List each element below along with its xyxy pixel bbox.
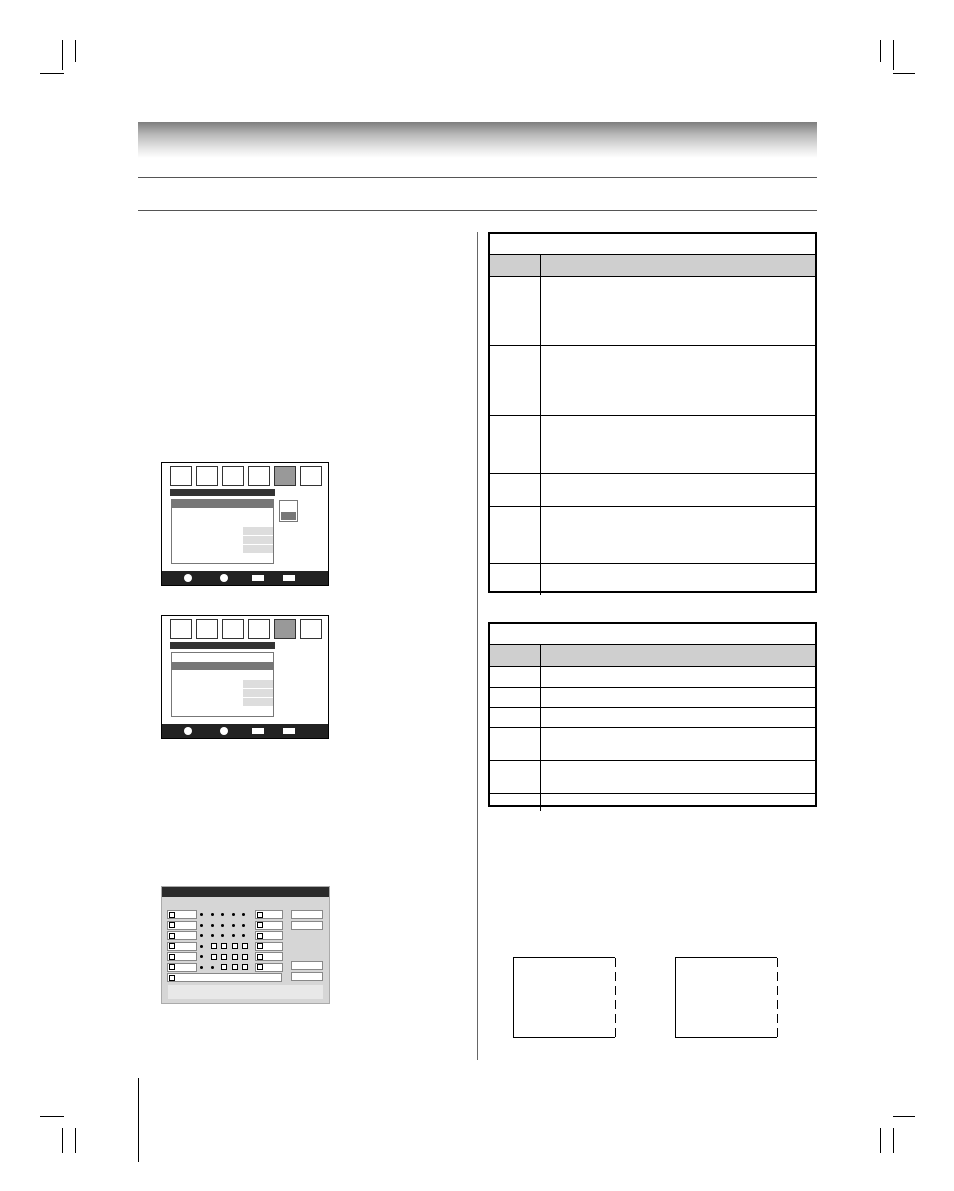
table-caption (490, 234, 815, 255)
navigate-icon (220, 727, 228, 735)
tv-menu-screenshot-1 (161, 462, 329, 586)
table-row (490, 277, 815, 346)
grid-dot (211, 913, 214, 916)
menu-button-icon (184, 574, 192, 582)
menu-row (172, 653, 273, 662)
grid-dot (200, 924, 203, 927)
table-row (490, 474, 815, 507)
rating-grid-screenshot (161, 886, 330, 1004)
table-row (490, 416, 815, 474)
grid-checkbox (221, 964, 227, 970)
grid-checkbox (257, 943, 263, 949)
grid-dot (200, 966, 203, 969)
grid-row-label (167, 973, 282, 982)
menu-row (172, 554, 273, 563)
grid-dot (242, 934, 245, 937)
grid-checkbox (169, 975, 175, 981)
grid-dot (200, 934, 203, 937)
grid-dot (200, 945, 203, 948)
grid-checkbox (242, 964, 248, 970)
grid-checkbox (211, 943, 217, 949)
grid-checkbox (257, 954, 263, 960)
crop-mark-tl-v1 (62, 40, 63, 70)
column-divider (477, 232, 478, 1060)
lock-icon (274, 619, 296, 639)
menu-row (172, 518, 273, 527)
menu-list (171, 499, 274, 564)
grid-side-field (291, 972, 323, 981)
table-row (490, 708, 815, 728)
crop-mark-bl-v2 (75, 1128, 76, 1153)
exit-button-icon (283, 575, 295, 581)
screen-icon (196, 466, 218, 486)
menu-row (172, 662, 273, 671)
grid-checkbox (221, 943, 227, 949)
grid-checkbox (211, 954, 217, 960)
grid-dot (221, 924, 224, 927)
grid-status-bar (168, 985, 323, 999)
table-header-row (490, 645, 815, 667)
picture-icon (170, 619, 192, 639)
menu-footer-bar (162, 724, 328, 738)
table-row (490, 794, 815, 811)
grid-dot (221, 913, 224, 916)
grid-dot (221, 934, 224, 937)
grid-checkbox (232, 943, 238, 949)
submenu-box (279, 500, 298, 522)
crop-mark-bl-v1 (62, 1128, 63, 1153)
grid-dot (242, 924, 245, 927)
grid-checkbox (232, 964, 238, 970)
menu-footer-bar (162, 571, 328, 585)
table-row (490, 564, 815, 595)
header-rule-2 (138, 210, 817, 211)
grid-checkbox (169, 954, 175, 960)
menu-title-bar (170, 489, 275, 496)
grid-checkbox (169, 922, 175, 928)
grid-checkbox (232, 954, 238, 960)
page-edge-bar (138, 1078, 139, 1162)
tv-menu-screenshot-2 (161, 615, 329, 739)
grid-side-field (291, 961, 323, 970)
grid-dot (200, 955, 203, 958)
grid-checkbox (257, 912, 263, 918)
menu-row (172, 536, 273, 545)
enter-button-icon (252, 575, 264, 581)
menu-list (171, 652, 274, 717)
menu-row (172, 698, 273, 707)
grid-title-bar (162, 887, 329, 897)
crop-mark-tr-v1 (880, 40, 881, 62)
table-caption (490, 624, 815, 645)
header-rule-1 (138, 177, 817, 178)
crop-mark-br-h (893, 1116, 915, 1117)
grid-checkbox (242, 954, 248, 960)
menu-row (172, 680, 273, 689)
table-row (490, 346, 815, 416)
menu-row (172, 671, 273, 680)
grid-dot (232, 924, 235, 927)
menu-row (172, 509, 273, 518)
music-note-icon (222, 619, 244, 639)
crop-mark-br-v2 (893, 1128, 894, 1153)
exit-button-icon (283, 728, 295, 734)
grid-dot (211, 934, 214, 937)
grid-checkbox (221, 954, 227, 960)
screen-illustration-1 (513, 957, 615, 1038)
grid-dot (242, 913, 245, 916)
grid-dot (200, 913, 203, 916)
grid-dot (232, 913, 235, 916)
table-row (490, 667, 815, 688)
grid-checkbox (257, 964, 263, 970)
grid-checkbox (242, 943, 248, 949)
table-header-row (490, 255, 815, 277)
screen-illustration-2 (675, 957, 777, 1038)
grid-checkbox (169, 964, 175, 970)
menu-row (172, 707, 273, 716)
grid-dot (232, 934, 235, 937)
grid-checkbox (257, 933, 263, 939)
menu-row (172, 545, 273, 554)
grid-side-field (291, 910, 323, 919)
music-note-icon (222, 466, 244, 486)
setup-icon (248, 619, 270, 639)
grid-checkbox (169, 933, 175, 939)
crop-mark-br-v1 (880, 1128, 881, 1153)
menu-button-icon (184, 727, 192, 735)
info-icon (300, 466, 322, 486)
menu-icon-row (170, 466, 322, 486)
crop-mark-tl-h (40, 73, 64, 74)
crop-mark-tr-h (893, 73, 915, 74)
menu-row (172, 689, 273, 698)
enter-button-icon (252, 728, 264, 734)
lock-icon (274, 466, 296, 486)
navigate-icon (220, 574, 228, 582)
table-row (490, 728, 815, 761)
setup-icon (248, 466, 270, 486)
table-row (490, 507, 815, 564)
crop-mark-tr-v2 (893, 40, 894, 70)
grid-side-field (291, 921, 323, 930)
picture-icon (170, 466, 192, 486)
table-1 (488, 232, 817, 593)
crop-mark-tl-v2 (75, 40, 76, 62)
grid-checkbox (169, 943, 175, 949)
grid-checkbox (257, 922, 263, 928)
screen-icon (196, 619, 218, 639)
menu-row (172, 500, 273, 509)
grid-dot (211, 966, 214, 969)
table-row (490, 688, 815, 708)
chapter-header-band (138, 122, 817, 158)
grid-checkbox (169, 912, 175, 918)
menu-row (172, 527, 273, 536)
menu-icon-row (170, 619, 322, 639)
info-icon (300, 619, 322, 639)
crop-mark-bl-h (40, 1116, 64, 1117)
table-row (490, 761, 815, 794)
menu-title-bar (170, 642, 275, 649)
grid-dot (211, 924, 214, 927)
table-2 (488, 622, 817, 807)
